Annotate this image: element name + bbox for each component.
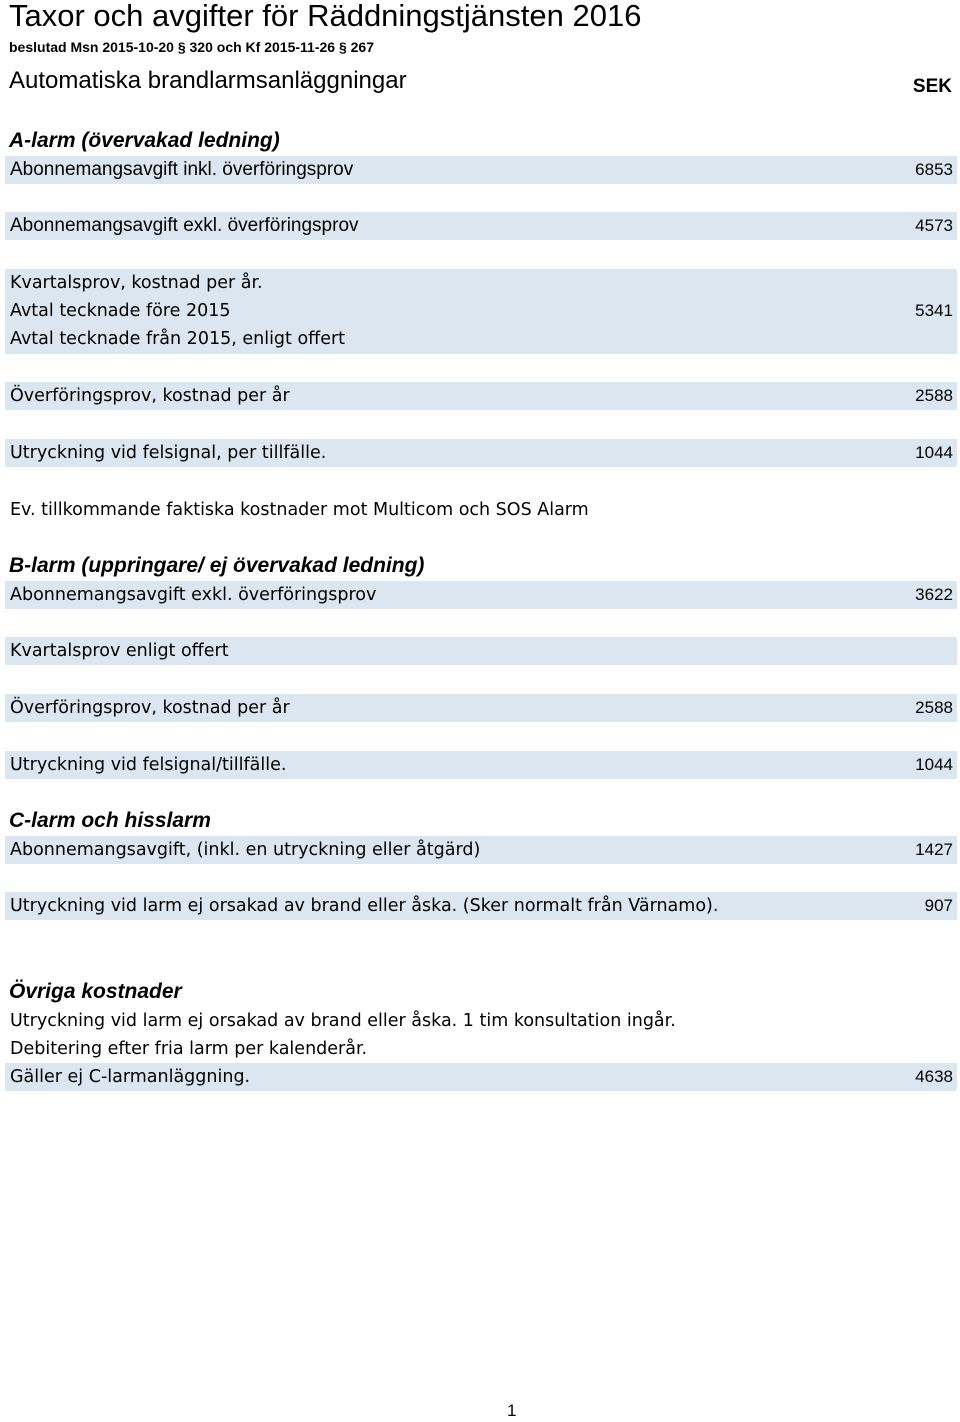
fee-value: 1044 bbox=[915, 443, 953, 462]
c-larm-heading: C-larm och hisslarm bbox=[9, 809, 211, 832]
fee-label: Abonnemangsavgift exkl. överföringsprov bbox=[10, 585, 377, 605]
fee-row bbox=[5, 892, 957, 920]
fee-value: 6853 bbox=[915, 160, 953, 179]
b-larm-heading: B-larm (uppringare/ ej övervakad ledning) bbox=[9, 554, 425, 577]
ovriga-heading: Övriga kostnader bbox=[9, 980, 182, 1003]
ovriga-line: Debitering efter fria larm per kalenderår. bbox=[10, 1039, 368, 1059]
fee-label: Överföringsprov, kostnad per år bbox=[10, 386, 290, 406]
fee-value: 4638 bbox=[915, 1067, 953, 1086]
fee-row bbox=[5, 581, 957, 609]
fee-row bbox=[5, 439, 957, 467]
fee-value: 1044 bbox=[915, 755, 953, 774]
fee-value: 1427 bbox=[915, 840, 953, 859]
fee-row bbox=[5, 751, 957, 779]
section-title: Automatiska brandlarmsanläggningar bbox=[9, 67, 407, 94]
fee-row bbox=[5, 269, 957, 354]
fee-sublabel: Avtal tecknade från 2015, enligt offert bbox=[10, 329, 346, 349]
fee-label: Gäller ej C-larmanläggning. bbox=[10, 1067, 251, 1087]
fee-label: Abonnemangsavgift inkl. överföringsprov bbox=[10, 159, 354, 180]
fee-row bbox=[5, 156, 957, 184]
fee-label: Kvartalsprov, kostnad per år. bbox=[10, 273, 263, 293]
fee-label: Abonnemangsavgift exkl. överföringsprov bbox=[10, 215, 359, 236]
decision-reference: beslutad Msn 2015-10-20 § 320 och Kf 2015-11-26 § 267 bbox=[9, 39, 374, 55]
fee-row bbox=[5, 637, 957, 665]
fee-value: 4573 bbox=[915, 216, 953, 235]
fee-label: Överföringsprov, kostnad per år bbox=[10, 698, 290, 718]
fee-value: 2588 bbox=[915, 386, 953, 405]
fee-row bbox=[5, 1063, 957, 1091]
fee-label: Kvartalsprov enligt offert bbox=[10, 641, 229, 661]
fee-row bbox=[5, 694, 957, 722]
currency-label: SEK bbox=[912, 76, 952, 97]
fee-value: 3622 bbox=[915, 585, 953, 604]
fee-value: 907 bbox=[924, 896, 953, 915]
ovriga-line: Utryckning vid larm ej orsakad av brand eller åska. 1 tim konsultation ingår. bbox=[10, 1011, 676, 1031]
fee-sublabel: Avtal tecknade före 2015 bbox=[10, 301, 231, 321]
page-title: Taxor och avgifter för Räddningstjänsten 2016 bbox=[9, 0, 642, 33]
fee-row bbox=[5, 836, 957, 864]
a-larm-note: Ev. tillkommande faktiska kostnader mot Multicom och SOS Alarm bbox=[10, 500, 589, 520]
fee-row bbox=[5, 212, 957, 240]
fee-label: Abonnemangsavgift, (inkl. en utryckning eller åtgärd) bbox=[10, 840, 481, 860]
a-larm-heading: A-larm (övervakad ledning) bbox=[9, 129, 280, 152]
fee-label: Utryckning vid larm ej orsakad av brand eller åska. (Sker normalt från Värnamo). bbox=[10, 896, 719, 916]
fee-value: 2588 bbox=[915, 698, 953, 717]
fee-label: Utryckning vid felsignal, per tillfälle. bbox=[10, 443, 327, 463]
fee-value: 5341 bbox=[915, 301, 953, 320]
fee-row bbox=[5, 382, 957, 410]
fee-label: Utryckning vid felsignal/tillfälle. bbox=[10, 755, 287, 775]
page-number: 1 bbox=[507, 1401, 517, 1420]
